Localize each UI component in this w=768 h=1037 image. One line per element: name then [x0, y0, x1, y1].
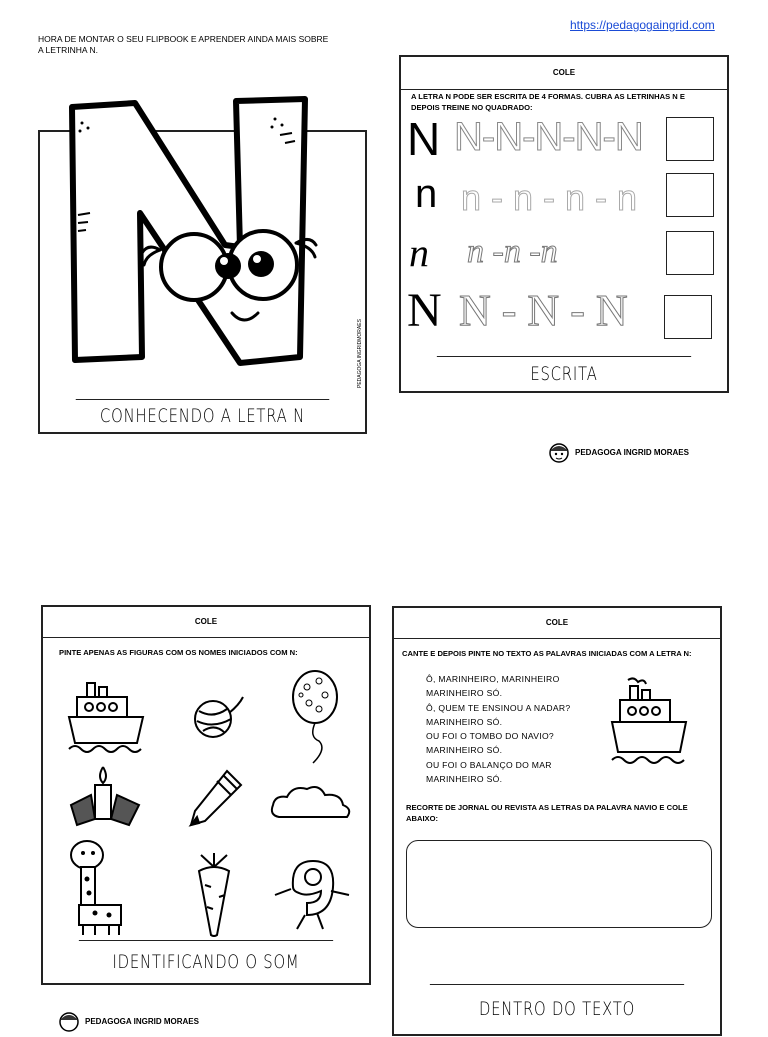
number-nine-character-icon: [267, 855, 357, 935]
ship-icon: [608, 676, 690, 774]
poem-line: MARINHEIRO SÓ.: [426, 774, 503, 785]
card4-header: COLE: [394, 608, 720, 639]
trace-letters-3: n -n -n: [467, 233, 558, 270]
balloon-icon: [287, 667, 347, 767]
practice-square-4[interactable]: [664, 295, 712, 339]
card4-instruction-2-line-1: RECORTE DE JORNAL OU REVISTA AS LETRAS DA PALAVRA NAVIO E COLE: [406, 803, 688, 812]
poem-line: Ô, MARINHEIRO, MARINHEIRO: [426, 674, 560, 684]
trace-letters-2: n - n - n - n: [461, 177, 638, 218]
intro-line-2: A LETRINHA N.: [38, 45, 98, 55]
card4-instruction-2: [406, 802, 720, 824]
model-letter-2: n: [415, 172, 438, 216]
girl-face-icon: [56, 1010, 82, 1032]
trace-letters-4: N - N - N: [459, 286, 628, 335]
intro-line-1: HORA DE MONTAR O SEU FLIPBOOK E APRENDER AINDA MAIS SOBRE: [38, 34, 329, 44]
poem-line: MARINHEIRO SÓ.: [426, 745, 503, 756]
giraffe-icon: [65, 833, 135, 937]
website-link[interactable]: https://pedagogaingrid.com: [570, 18, 715, 32]
brand-logo: [546, 441, 689, 463]
card2-instruction: [411, 91, 721, 113]
model-letter-1: N: [407, 113, 441, 165]
carrot-icon: [189, 851, 239, 937]
card2-footer: ESCRITA: [437, 356, 691, 391]
card2-header: COLE: [401, 57, 727, 90]
trace-letters-1: N-N-N-N-N: [454, 115, 643, 159]
card-identificando: [41, 605, 371, 985]
pencil-icon: [187, 765, 247, 829]
card2-instruction-line-2: DEPOIS TREINE NO QUADRADO:: [411, 103, 533, 112]
card3-header: COLE: [43, 607, 369, 638]
cloud-icon: [267, 781, 355, 827]
brand-name: PEDAGOGA INGRID MORAES: [575, 447, 689, 457]
poem-line: MARINHEIRO SÓ.: [426, 716, 503, 727]
yarn-ball-icon: [191, 693, 251, 743]
practice-square-1[interactable]: [666, 117, 714, 161]
card-escrita: [399, 55, 729, 393]
poem-line: Ô, QUEM TE ENSINOU A NADAR?: [426, 702, 571, 713]
girl-face-icon: [546, 441, 572, 463]
card3-footer: IDENTIFICANDO O SOM: [79, 940, 333, 983]
ship-icon: [65, 673, 147, 757]
letter-n-character-illustration: [60, 95, 360, 370]
card4-footer: DENTRO DO TEXTO: [430, 984, 684, 1037]
card3-instruction: PINTE APENAS AS FIGURAS COM OS NOMES INICIADOS COM N:: [59, 648, 298, 657]
poem-line: OU FOI O BALANÇO DO MAR: [426, 759, 552, 770]
paste-area[interactable]: [406, 840, 712, 928]
card4-instruction: CANTE E DEPOIS PINTE NO TEXTO AS PALAVRAS INICIADAS COM A LETRA N:: [402, 649, 692, 658]
model-letter-3: n: [409, 230, 429, 275]
model-letter-4: N: [407, 284, 442, 337]
poem-line: MARINHEIRO SÓ.: [426, 688, 503, 699]
brand-logo: [56, 1010, 199, 1032]
card1-footer: CONHECENDO A LETRA N: [76, 399, 330, 432]
watermark-text: PEDAGOGA INGRIDMORAES: [357, 319, 363, 388]
card2-instruction-line-1: A LETRA N PODE SER ESCRITA DE 4 FORMAS. CUBRA AS LETRINHAS N E: [411, 92, 685, 101]
practice-square-3[interactable]: [666, 231, 714, 275]
intro-text: [38, 34, 368, 56]
card-dentro-do-texto: [392, 606, 722, 1036]
poem: [426, 672, 571, 786]
brand-name: PEDAGOGA INGRID MORAES: [85, 1016, 199, 1026]
poem-line: OU FOI O TOMBO DO NAVIO?: [426, 731, 555, 742]
card4-instruction-2-line-2: ABAIXO:: [406, 814, 439, 823]
candle-icon: [67, 765, 143, 835]
practice-square-2[interactable]: [666, 173, 714, 217]
